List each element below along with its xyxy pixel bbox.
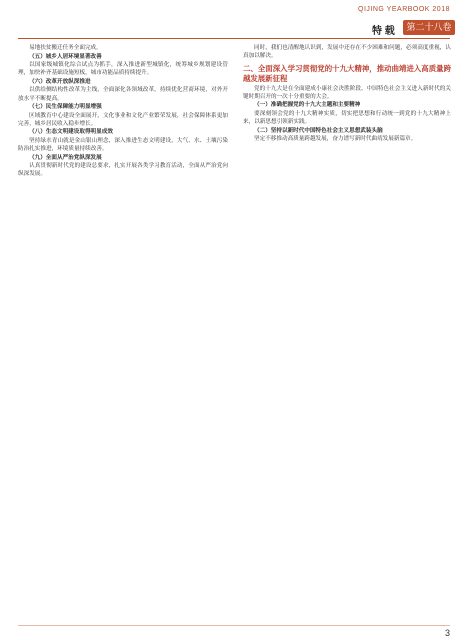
issue-badge: 第二十八卷 <box>403 20 455 35</box>
section-title: 特 载 <box>372 26 395 37</box>
paragraph: 党的十九大是在全面建成小康社会决胜阶段、中国特色社会主义进入新时代的关键时期召开的一次十分重要的大会。 <box>243 85 451 100</box>
footer-divider <box>18 625 450 626</box>
paragraph: 易地扶贫搬迁任务全面完成。 <box>29 45 102 51</box>
left-text-column <box>18 44 228 179</box>
subsection-heading: （二）坚持以新时代中国特色社会主义思想武装头脑 <box>254 127 383 134</box>
subsection-heading: （七）民生保障能力明显增强 <box>29 104 102 111</box>
paragraph: 区域教育中心建设全面展开，文化事业和文化产业繁荣发展，社会保障体系更加完善，城乡居民收入稳步增长。 <box>18 112 228 127</box>
paragraph: 以供给侧结构性改革为主线，全面深化各领域改革，持续优化营商环境，对外开放水平不断提高。 <box>18 87 228 102</box>
paragraph: 以国家级城镇化综合试点为抓手，深入推进新型城镇化，统筹城乡规划建设管理，加快补齐基础设施短板，城市功能品质持续提升。 <box>18 62 228 77</box>
section-heading: 二、全面深入学习贯彻党的十九大精神，推动曲靖进入高质量跨越发展新征程 <box>243 64 451 84</box>
paragraph: 认真贯彻新时代党的建设总要求，扎实开展各类学习教育活动，全面从严治党向纵深发展。 <box>18 163 228 178</box>
subsection-heading: （八）生态文明建设取得明显成效 <box>29 129 113 136</box>
paragraph: 要深刻领会党的十九大精神实质，切实把思想和行动统一到党的十九大精神上来，以新思想引领新实践。 <box>243 110 451 126</box>
paragraph: 坚定不移推动高质量跨越发展，奋力谱写新时代曲靖发展新篇章。 <box>254 136 417 143</box>
paragraph: 坚持绿水青山就是金山银山理念，深入推进生态文明建设，大气、水、土壤污染防治扎实推进，环境质量持续改善。 <box>18 138 228 153</box>
page-header <box>0 0 468 40</box>
subsection-heading: （六）改革开放纵深推进 <box>29 78 91 85</box>
paragraph: 同时，我们也清醒地认识到，发展中还存在不少困难和问题，必须高度重视，认真加以解决。 <box>243 45 451 60</box>
page-number: 3 <box>444 628 450 638</box>
yearbook-label: QIJING YEARBOOK 2018 <box>358 6 450 13</box>
subsection-heading: （九）全面从严治党纵深发展 <box>29 154 102 161</box>
subsection-heading: （五）城乡人居环境显著改善 <box>29 53 102 60</box>
subsection-heading: （一）准确把握党的十九大主题和主要精神 <box>254 102 361 109</box>
header-divider <box>18 38 450 39</box>
right-text-column <box>243 44 451 144</box>
